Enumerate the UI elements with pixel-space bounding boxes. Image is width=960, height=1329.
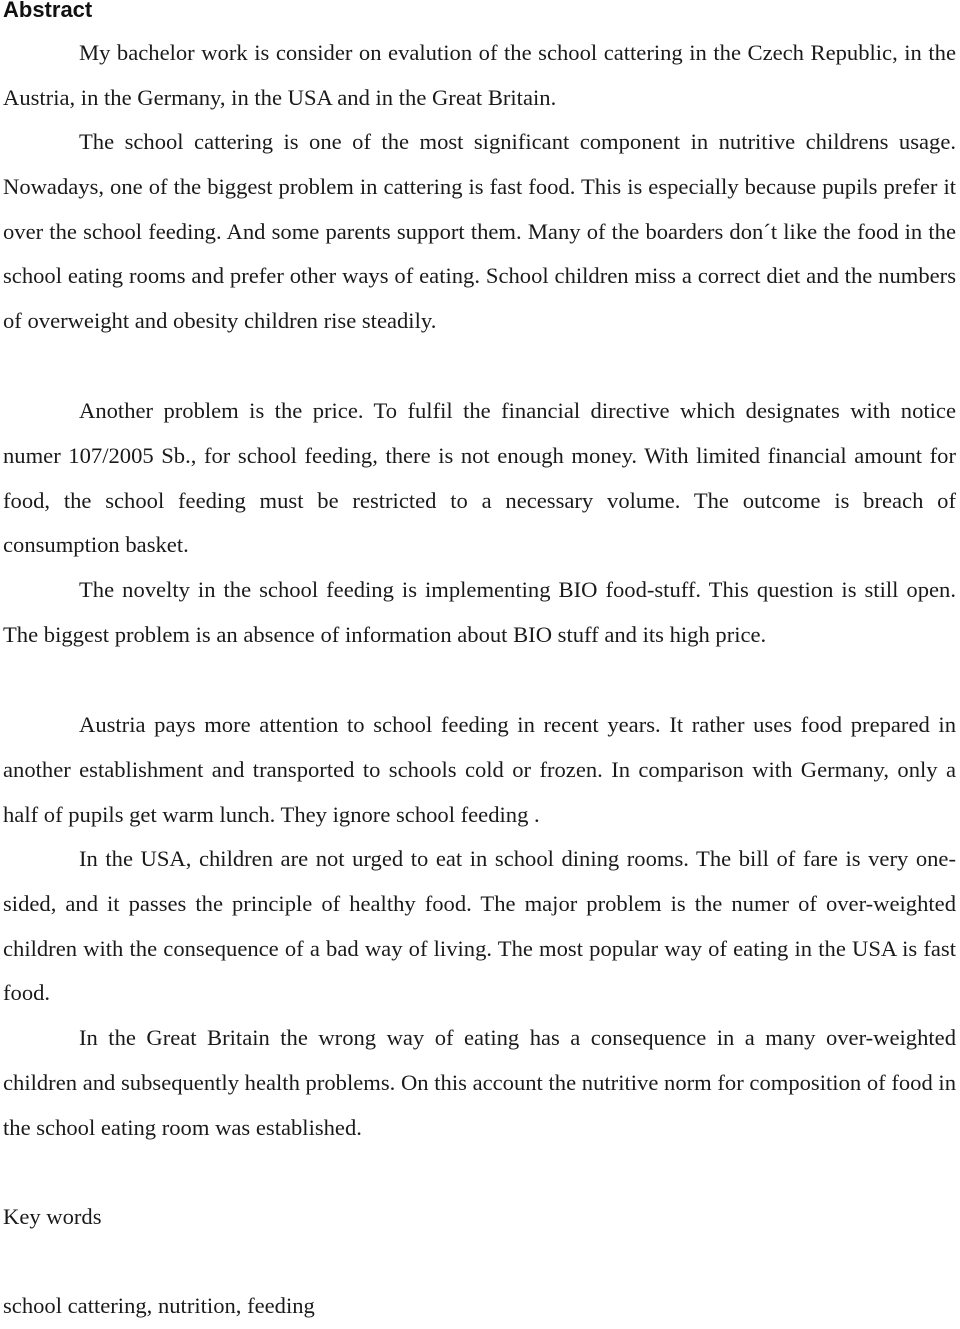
abstract-paragraph-usa: In the USA, children are not urged to eat in school dining rooms. The bill of fare is very one-sided, and it passes the principle of healthy food. The major problem is the numer of over-weighted children with the consequence of a bad way of living. The most popular way of eating in the USA is fast food. (3, 846, 956, 1006)
abstract-paragraph-intro: My bachelor work is consider on evalution of the school cattering in the Czech Republic, in the Austria, in the Germany, in the USA and in the Great Britain. (3, 40, 956, 110)
abstract-paragraph-austria: Austria pays more attention to school feeding in recent years. It rather uses food prepared in another establishment and transported to schools cold or frozen. In comparison with Germany, only a half of pupils get warm lunch. They ignore school feeding . (3, 712, 956, 827)
abstract-heading: Abstract (3, 0, 93, 22)
abstract-paragraph-fast-food: The school cattering is one of the most significant component in nutritive childrens usage. Nowadays, one of the biggest problem in cattering is fast food. This is especially because pupils prefer it over the school feeding. And some parents support them. Many of the boarders don´t like the food in the school eating rooms and prefer other ways of eating. School children miss a correct diet and the numbers of overweight and obesity children rise steadily. (3, 129, 956, 334)
abstract-paragraph-price: Another problem is the price. To fulfil the financial directive which designates with notice numer 107/2005 Sb., for school feeding, there is not enough money. With limited financial amount for food, the school feeding must be restricted to a necessary volume. The outcome is breach of consumption basket. (3, 398, 956, 558)
keywords-list: school cattering, nutrition, feeding (3, 1293, 315, 1318)
abstract-paragraph-bio: The novelty in the school feeding is implementing BIO food-stuff. This question is still open. The biggest problem is an absence of information about BIO stuff and its high price. (3, 577, 956, 647)
keywords-label: Key words (3, 1204, 102, 1229)
abstract-paragraph-great-britain: In the Great Britain the wrong way of eating has a consequence in a many over-weighted children and subsequently health problems. On this account the nutritive norm for composition of food in the school eating room was established. (3, 1025, 956, 1140)
